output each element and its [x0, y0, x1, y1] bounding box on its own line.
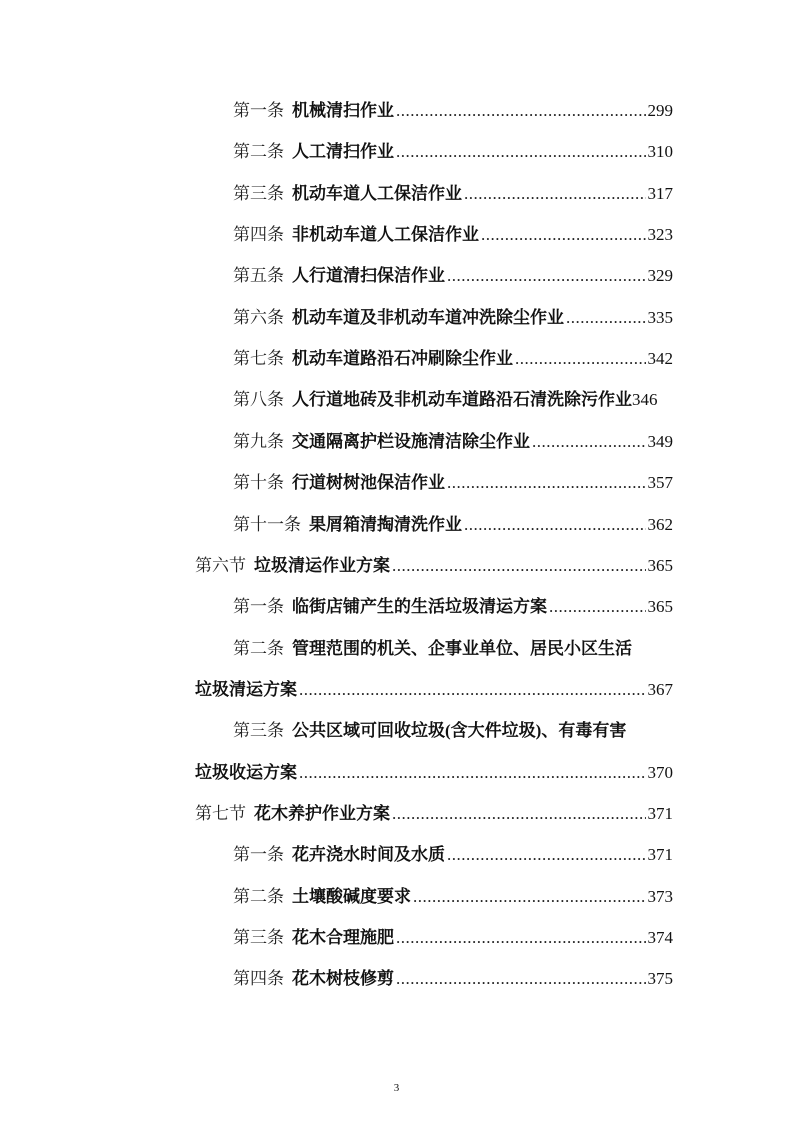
toc-entry-title: 人行道地砖及非机动车道路沿石清洗除污作业 — [292, 390, 632, 410]
toc-entry-label: 第四条 — [233, 225, 284, 245]
toc-entry-title: 果屑箱清掏清洗作业 — [309, 514, 462, 534]
toc-entry-page: 310 — [647, 142, 673, 162]
toc-entry-title: 花卉浇水时间及水质 — [292, 845, 445, 865]
toc-entry-title: 垃圾收运方案 — [195, 762, 297, 782]
toc-entry-title: 机械清扫作业 — [292, 101, 394, 120]
toc-entry-title: 人工清扫作业 — [292, 142, 394, 162]
toc-entry-title: 人行道清扫保洁作业 — [292, 266, 445, 286]
toc-entry-title: 机动车道路沿石冲刷除尘作业 — [292, 349, 513, 369]
toc-entry-page: 357 — [647, 473, 673, 493]
dot-leader — [464, 513, 646, 537]
toc-entry-title: 垃圾清运作业方案 — [254, 555, 390, 575]
toc-entry-page: 335 — [647, 307, 673, 327]
toc-entry-title: 机动车道人工保洁作业 — [292, 183, 462, 203]
toc-entry-title: 土壤酸碱度要求 — [292, 886, 411, 906]
dot-leader — [396, 140, 646, 164]
toc-entry[interactable] — [233, 637, 673, 661]
toc-entry-title: 花木养护作业方案 — [254, 803, 390, 823]
toc-entry-label: 第六节 — [195, 555, 246, 575]
toc-entry-label: 第六条 — [233, 307, 284, 327]
toc-entry[interactable] — [233, 471, 673, 495]
toc-entry[interactable] — [233, 885, 673, 909]
toc-entry[interactable] — [233, 595, 673, 619]
toc-entry[interactable] — [233, 99, 673, 123]
toc-entry[interactable] — [195, 802, 673, 826]
dot-leader — [299, 761, 646, 785]
page-number: 3 — [393, 1082, 400, 1094]
dot-leader — [566, 306, 646, 330]
toc-entry[interactable] — [233, 513, 673, 537]
toc-entry-page: 349 — [647, 431, 673, 451]
toc-entry-page: 329 — [647, 266, 673, 286]
toc-entry-title: 垃圾清运方案 — [195, 679, 297, 699]
toc-entry[interactable] — [233, 182, 673, 206]
dot-leader — [396, 967, 646, 991]
toc-entry-label: 第八条 — [233, 390, 284, 410]
toc-entry[interactable] — [233, 388, 673, 412]
dot-leader — [464, 182, 646, 206]
toc-entry-label: 第七节 — [195, 803, 246, 823]
toc-entry[interactable] — [195, 761, 673, 785]
toc-entry[interactable] — [233, 347, 673, 371]
toc-entry-page: 317 — [647, 183, 673, 203]
toc-entry-label: 第三条 — [233, 183, 284, 203]
toc-entry[interactable] — [233, 140, 673, 164]
dot-leader — [392, 554, 646, 578]
toc-entry-page: 346 — [632, 390, 658, 410]
toc-entry-label: 第十条 — [233, 473, 284, 493]
toc-entry-label: 第二条 — [233, 638, 284, 658]
toc-entry-title: 交通隔离护栏设施清洁除尘作业 — [292, 431, 530, 451]
dot-leader — [481, 223, 646, 247]
toc-entry-title: 花木合理施肥 — [292, 928, 394, 947]
toc-entry-page: 365 — [647, 597, 673, 617]
dot-leader — [396, 926, 646, 950]
toc-entry-title: 花木树枝修剪 — [292, 969, 394, 989]
toc-entry-page: 371 — [647, 845, 673, 865]
toc-entry-page: 299 — [647, 101, 673, 120]
dot-leader — [447, 264, 646, 288]
toc-entry-title: 机动车道及非机动车道冲洗除尘作业 — [292, 307, 564, 327]
toc-entry[interactable] — [233, 967, 673, 991]
toc-entry-label: 第一条 — [233, 101, 284, 120]
toc-entry-page: 342 — [647, 349, 673, 369]
toc-entry-page: 323 — [647, 225, 673, 245]
toc-entry-label: 第十一条 — [233, 514, 301, 534]
toc-entry-page: 362 — [647, 514, 673, 534]
toc-entry[interactable] — [233, 843, 673, 867]
dot-leader — [447, 843, 646, 867]
toc-entry-label: 第三条 — [233, 928, 284, 947]
toc-entry-label: 第一条 — [233, 597, 284, 617]
toc-entry-page: 367 — [647, 679, 673, 699]
toc-entry-label: 第一条 — [233, 845, 284, 865]
toc-entry-title: 公共区域可回收垃圾(含大件垃圾)、有毒有害 — [292, 721, 627, 741]
toc-entry-page: 373 — [647, 886, 673, 906]
toc-entry[interactable] — [233, 719, 673, 743]
toc-entry-label: 第二条 — [233, 142, 284, 162]
toc-entry-label: 第五条 — [233, 266, 284, 286]
toc-entry-label: 第九条 — [233, 431, 284, 451]
dot-leader — [396, 99, 646, 123]
toc-entry-title: 临街店铺产生的生活垃圾清运方案 — [292, 597, 547, 617]
toc-entry-title: 行道树树池保洁作业 — [292, 473, 445, 493]
toc-entry[interactable] — [233, 223, 673, 247]
dot-leader — [532, 430, 646, 454]
toc-entry[interactable] — [233, 926, 673, 950]
toc-entry-title: 管理范围的机关、企事业单位、居民小区生活 — [292, 638, 632, 658]
toc-entry-page: 374 — [647, 928, 673, 947]
toc-entry[interactable] — [233, 264, 673, 288]
toc-entry-label: 第三条 — [233, 721, 284, 741]
toc-entry-page: 371 — [647, 803, 673, 823]
dot-leader — [392, 802, 646, 826]
dot-leader — [549, 595, 646, 619]
toc-entry[interactable] — [195, 554, 673, 578]
toc-entry-page: 370 — [647, 762, 673, 782]
dot-leader — [447, 471, 646, 495]
toc-entry-label: 第七条 — [233, 349, 284, 369]
toc-entry-page: 365 — [647, 555, 673, 575]
toc-entry[interactable] — [233, 430, 673, 454]
dot-leader — [299, 678, 646, 702]
toc-entry-page: 375 — [647, 969, 673, 989]
toc-entry-label: 第四条 — [233, 969, 284, 989]
toc-entry[interactable] — [195, 678, 673, 702]
dot-leader — [413, 885, 646, 909]
toc-entry[interactable] — [233, 306, 673, 330]
toc-entry-label: 第二条 — [233, 886, 284, 906]
toc-entry-title: 非机动车道人工保洁作业 — [292, 225, 479, 245]
dot-leader — [515, 347, 646, 371]
